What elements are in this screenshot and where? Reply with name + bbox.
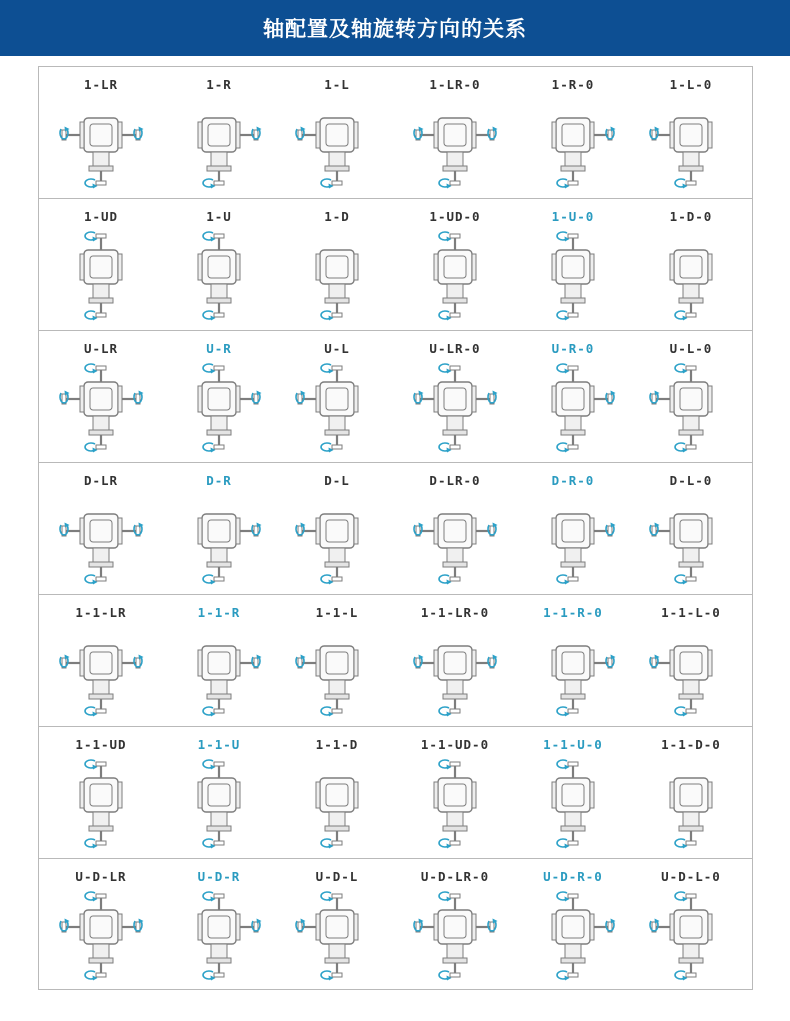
shaft-left [650,655,670,669]
shaft-up [203,760,224,778]
shaft-down [85,171,106,189]
config-cell [632,67,750,198]
config-cell [42,199,160,330]
shaft-right [594,655,616,669]
config-label: 1-1-L-0 [661,605,721,620]
config-label: 1-UD [83,209,119,224]
gearbox-diagram [518,227,628,323]
shaft-down [675,303,696,321]
config-label: U-D-R [197,869,241,884]
shaft-down [85,831,106,849]
config-cell [42,859,160,990]
config-row [39,199,752,331]
shaft-down [321,963,342,981]
gearbox-housing [60,514,144,585]
config-cell [396,859,514,990]
shaft-down [203,303,224,321]
config-label: D-L [324,473,350,488]
config-label: U-D-L-0 [661,869,721,884]
shaft-right [122,655,144,669]
shaft-right [122,391,144,405]
shaft-left [650,391,670,405]
shaft-down [203,171,224,189]
shaft-up [439,760,460,778]
shaft-up [85,364,106,382]
gearbox-diagram [282,491,392,587]
gearbox-diagram [400,623,510,719]
config-label: U-D-LR-0 [420,869,490,884]
shaft-down [675,831,696,849]
shaft-right [594,919,616,933]
shaft-down [321,567,342,585]
shaft-down [675,963,696,981]
config-row [39,67,752,199]
config-cell [278,199,396,330]
config-cell [160,67,278,198]
shaft-up [439,232,460,250]
shaft-down [203,963,224,981]
gearbox-housing [316,778,358,849]
shaft-right [476,655,498,669]
gearbox-diagram [518,359,628,455]
shaft-left [60,919,80,933]
gearbox-housing [80,232,122,321]
shaft-right [476,127,498,141]
shaft-left [650,919,670,933]
config-row [39,727,752,859]
config-cell [514,199,632,330]
shaft-left [296,391,316,405]
shaft-left [60,127,80,141]
config-cell [42,463,160,594]
gearbox-housing [414,514,498,585]
config-label: U-L-0 [669,341,713,356]
shaft-left [60,655,80,669]
gearbox-diagram [636,755,746,851]
config-label: 1-U [206,209,232,224]
config-cell [514,331,632,462]
shaft-down [321,435,342,453]
gearbox-diagram [46,95,156,191]
shaft-right [476,523,498,537]
shaft-right [240,127,262,141]
config-cell [632,199,750,330]
shaft-down [203,831,224,849]
shaft-down [675,435,696,453]
config-cell [396,595,514,726]
gearbox-housing [296,364,358,453]
shaft-right [122,127,144,141]
shaft-up [85,892,106,910]
config-label: D-LR [83,473,119,488]
shaft-down [439,963,460,981]
config-label: U-LR [83,341,119,356]
shaft-down [439,435,460,453]
gearbox-housing [198,514,262,585]
config-cell [278,727,396,858]
config-label: 1-D-0 [669,209,713,224]
gearbox-diagram [164,491,274,587]
gearbox-housing [552,760,594,849]
config-label: 1-1-R-0 [543,605,603,620]
shaft-left [414,655,434,669]
gearbox-diagram [164,95,274,191]
config-label: 1-L-0 [669,77,713,92]
gearbox-housing [552,364,616,453]
config-row [39,859,752,991]
config-label: 1-1-R [197,605,241,620]
gearbox-housing [296,514,358,585]
gearbox-housing [414,646,498,717]
gearbox-diagram [400,227,510,323]
shaft-left [650,523,670,537]
shaft-down [557,303,578,321]
shaft-left [296,655,316,669]
config-cell [160,463,278,594]
shaft-right [476,391,498,405]
title-banner [0,0,790,56]
config-cell [396,463,514,594]
config-label: U-R-0 [551,341,595,356]
gearbox-diagram [400,359,510,455]
config-cell [42,727,160,858]
gearbox-housing [650,514,712,585]
gearbox-diagram [46,887,156,983]
config-label: U-LR-0 [429,341,481,356]
gearbox-housing [414,364,498,453]
shaft-left [60,523,80,537]
config-cell [278,595,396,726]
shaft-down [557,567,578,585]
config-cell [514,463,632,594]
gearbox-diagram [518,755,628,851]
shaft-right [240,391,262,405]
shaft-up [203,232,224,250]
shaft-up [85,760,106,778]
config-label: 1-UD-0 [429,209,481,224]
shaft-left [414,391,434,405]
gearbox-diagram [518,491,628,587]
config-label: 1-LR-0 [429,77,481,92]
shaft-up [675,892,696,910]
shaft-left [414,127,434,141]
gearbox-housing [650,892,712,981]
gearbox-housing [198,118,262,189]
gearbox-housing [296,118,358,189]
config-label: 1-1-L [315,605,359,620]
gearbox-housing [198,892,262,981]
config-row [39,463,752,595]
config-cell [396,67,514,198]
shaft-right [594,391,616,405]
shaft-up [85,232,106,250]
gearbox-housing [552,646,616,717]
shaft-down [85,963,106,981]
config-cell [514,727,632,858]
config-cell [396,727,514,858]
gearbox-housing [60,364,144,453]
gearbox-diagram [636,887,746,983]
shaft-down [439,831,460,849]
gearbox-diagram [400,491,510,587]
gearbox-housing [60,118,144,189]
shaft-up [557,364,578,382]
config-cell [514,67,632,198]
gearbox-housing [198,364,262,453]
config-label: U-L [324,341,350,356]
gearbox-diagram [164,623,274,719]
gearbox-diagram [518,887,628,983]
config-label: U-R [206,341,232,356]
gearbox-housing [414,892,498,981]
shaft-down [675,699,696,717]
gearbox-diagram [400,887,510,983]
shaft-right [122,919,144,933]
config-cell [278,463,396,594]
config-cell [278,67,396,198]
gearbox-diagram [282,887,392,983]
gearbox-diagram [636,359,746,455]
gearbox-housing [60,892,144,981]
gearbox-housing [670,250,712,321]
gearbox-housing [650,364,712,453]
gearbox-housing [650,646,712,717]
shaft-down [439,699,460,717]
shaft-right [594,523,616,537]
gearbox-housing [60,646,144,717]
shaft-up [439,364,460,382]
gearbox-diagram [636,227,746,323]
config-label: U-D-R-0 [543,869,603,884]
config-label: 1-LR [83,77,119,92]
shaft-left [60,391,80,405]
gearbox-diagram [282,359,392,455]
config-label: 1-1-D [315,737,359,752]
gearbox-diagram [400,95,510,191]
gearbox-housing [552,514,616,585]
config-label: 1-1-LR [75,605,127,620]
gearbox-housing [552,118,616,189]
config-label: U-D-LR [75,869,127,884]
shaft-left [414,523,434,537]
shaft-down [85,567,106,585]
config-cell [632,331,750,462]
shaft-right [240,523,262,537]
shaft-down [85,435,106,453]
gearbox-housing [434,760,476,849]
shaft-up [203,364,224,382]
gearbox-housing [552,232,594,321]
shaft-down [203,699,224,717]
config-label: D-R [206,473,232,488]
shaft-down [557,963,578,981]
config-cell [160,727,278,858]
gearbox-housing [198,232,240,321]
shaft-left [296,919,316,933]
config-cell [160,331,278,462]
shaft-down [321,171,342,189]
config-cell [160,859,278,990]
shaft-up [675,364,696,382]
shaft-down [557,699,578,717]
config-cell [278,331,396,462]
config-label: 1-1-UD-0 [420,737,490,752]
shaft-down [557,171,578,189]
gearbox-diagram [46,227,156,323]
config-cell [514,595,632,726]
config-cell [42,595,160,726]
gearbox-housing [650,118,712,189]
gearbox-diagram [46,755,156,851]
shaft-right [122,523,144,537]
shaft-up [203,892,224,910]
config-cell [278,859,396,990]
gearbox-diagram [46,623,156,719]
config-cell [42,67,160,198]
gearbox-diagram [164,887,274,983]
gearbox-housing [316,250,358,321]
gearbox-diagram [164,359,274,455]
config-label: D-R-0 [551,473,595,488]
config-label: 1-1-UD [75,737,127,752]
shaft-left [296,523,316,537]
gearbox-housing [670,778,712,849]
shaft-left [296,127,316,141]
gearbox-housing [296,892,358,981]
gearbox-diagram [46,491,156,587]
shaft-up [321,364,342,382]
config-cell [160,595,278,726]
gearbox-diagram [164,227,274,323]
page-title: 轴配置及轴旋转方向的关系 [263,17,527,41]
config-cell [514,859,632,990]
shaft-down [439,171,460,189]
shaft-up [439,892,460,910]
config-cell [632,463,750,594]
shaft-right [240,919,262,933]
config-cell [632,595,750,726]
config-cell [632,859,750,990]
shaft-right [240,655,262,669]
gearbox-diagram [282,95,392,191]
configuration-table [38,66,753,990]
config-cell [396,199,514,330]
shaft-down [203,567,224,585]
gearbox-diagram [636,623,746,719]
gearbox-diagram [46,359,156,455]
shaft-up [557,892,578,910]
shaft-up [321,892,342,910]
gearbox-diagram [164,755,274,851]
shaft-down [321,699,342,717]
shaft-left [650,127,670,141]
shaft-up [557,760,578,778]
shaft-right [476,919,498,933]
config-label: 1-1-LR-0 [420,605,490,620]
config-label: 1-U-0 [551,209,595,224]
shaft-down [557,831,578,849]
config-label: 1-R [206,77,232,92]
config-label: 1-1-D-0 [661,737,721,752]
gearbox-housing [296,646,358,717]
shaft-down [85,699,106,717]
gearbox-diagram [400,755,510,851]
config-label: 1-R-0 [551,77,595,92]
gearbox-housing [414,118,498,189]
config-label: U-D-L [315,869,359,884]
shaft-down [675,567,696,585]
gearbox-housing [434,232,476,321]
config-row [39,595,752,727]
config-cell [42,331,160,462]
gearbox-housing [198,646,262,717]
gearbox-diagram [282,755,392,851]
config-label: 1-1-U [197,737,241,752]
gearbox-diagram [518,623,628,719]
shaft-down [321,303,342,321]
shaft-down [85,303,106,321]
config-label: 1-D [324,209,350,224]
shaft-down [203,435,224,453]
shaft-up [557,232,578,250]
shaft-left [414,919,434,933]
gearbox-housing [198,760,240,849]
config-cell [160,199,278,330]
config-label: 1-L [324,77,350,92]
config-cell [632,727,750,858]
config-label: D-LR-0 [429,473,481,488]
gearbox-diagram [636,95,746,191]
gearbox-diagram [282,227,392,323]
shaft-down [439,303,460,321]
gearbox-housing [80,760,122,849]
shaft-down [675,171,696,189]
config-row [39,331,752,463]
shaft-down [439,567,460,585]
gearbox-housing [552,892,616,981]
gearbox-diagram [282,623,392,719]
config-cell [396,331,514,462]
shaft-right [594,127,616,141]
gearbox-diagram [518,95,628,191]
config-label: 1-1-U-0 [543,737,603,752]
gearbox-diagram [636,491,746,587]
shaft-down [557,435,578,453]
config-label: D-L-0 [669,473,713,488]
shaft-down [321,831,342,849]
